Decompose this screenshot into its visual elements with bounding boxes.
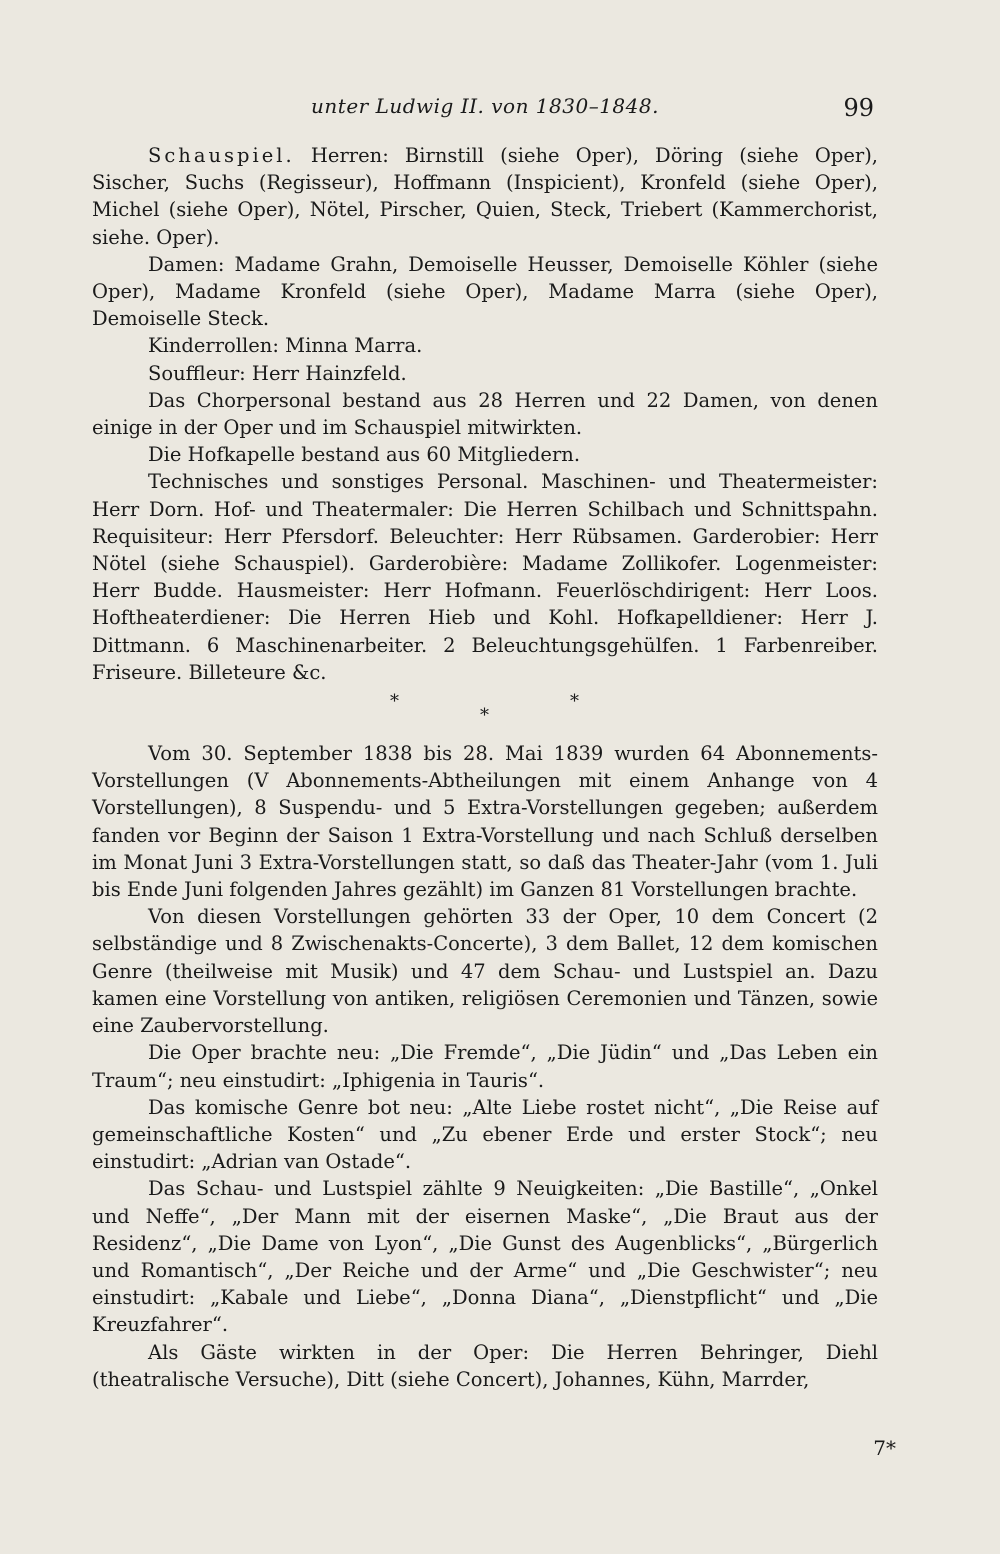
running-title: unter Ludwig II. von 1830–1848. (311, 94, 659, 118)
separator-star: * (390, 691, 399, 713)
signature-mark: 7* (873, 1436, 896, 1460)
running-header (92, 94, 878, 124)
paragraph-technisches-personal: Technisches und sonstiges Personal. Maschinen- und Theatermeister: Herr Dorn. Hof- und Theatermaler: Die Herren Schilbach und Schnittspahn. Requisiteur: Herr Pfersdorf. Beleuchter: Herr Rübsamen. Garderobier: Herr Nötel (siehe Schauspiel). Garderobière: Madame Zollikofer. Logenmeister: Herr Budde. Hausmeister: Herr Hofmann. Feuerlöschdirigent: Herr Loos. Hoftheaterdiener: Die Herren Hieb und Kohl. Hofkapelldiener: Herr J. Dittmann. 6 Maschinenarbeiter. 2 Beleuchtungsgehülfen. 1 Farbenreiber. Friseure. Billeteure &c. (92, 470, 878, 684)
paragraph-hofkapelle: Die Hofkapelle bestand aus 60 Mitgliedern. (148, 443, 581, 467)
schauspiel-text: Herren: Birnstill (siehe Oper), Döring (siehe Oper), Sischer, Suchs (Regisseur), Hoffmann (Inspicient), Kronfeld (siehe Oper), Michel (siehe Oper), Nötel, Pirscher, Quien, Steck, Triebert (Kammerchorist, siehe. Oper). (92, 144, 878, 249)
paragraph-kinderrollen: Kinderrollen: Minna Marra. (148, 334, 423, 358)
separator-star: * (480, 705, 489, 727)
paragraph-schauspiel (92, 142, 878, 251)
paragraph-schau-lustspiel: Das Schau- und Lustspiel zählte 9 Neuigkeiten: „Die Bastille“, „Onkel und Neffe“, „Der Mann mit der eisernen Maske“, „Die Braut aus der Residenz“, „Die Dame von Lyon“, „Die Gunst des Augenblicks“, „Bürgerlich und Romantisch“, „Der Reiche und der Arme“ und „Die Geschwister“; neu einstudirt: „Kabale und Liebe“, „Donna Diana“, „Dienstpflicht“ und „Die Kreuzfahrer“. (92, 1177, 878, 1337)
page-body (92, 142, 878, 1393)
section-separator (92, 688, 878, 736)
page-number: 99 (843, 94, 874, 122)
paragraph-chorpersonal: Das Chorpersonal bestand aus 28 Herren und 22 Damen, von denen einige in der Oper und im Schauspiel mitwirkten. (92, 388, 878, 440)
paragraph-verteilung: Von diesen Vorstellungen gehörten 33 der Oper, 10 dem Concert (2 selbständige und 8 Zwischenakts-Concerte), 3 dem Ballet, 12 dem komischen Genre (theilweise mit Musik) und 47 dem Schau- und Lustspiel an. Dazu kamen eine Vorstellung von antiken, religiösen Ceremonien und Tänzen, sowie eine Zaubervorstellung. (92, 905, 878, 1038)
separator-star: * (570, 691, 579, 713)
paragraph-damen: Damen: Madame Grahn, Demoiselle Heusser, Demoiselle Köhler (siehe Oper), Madame Kronfeld (siehe Oper), Madame Marra (siehe Oper), Demoiselle Steck. (92, 252, 878, 331)
paragraph-oper-neu: Die Oper brachte neu: „Die Fremde“, „Die Jüdin“ und „Das Leben ein Traum“; neu einstudirt: „Iphigenia in Tauris“. (92, 1041, 878, 1092)
paragraph-komisches-genre: Das komische Genre bot neu: „Alte Liebe rostet nicht“, „Die Reise auf gemeinschaftliche Kosten“ und „Zu ebener Erde und erster Stock“; neu einstudirt: „Adrian van Ostade“. (92, 1095, 878, 1174)
section-heading-schauspiel: Schauspiel. (148, 144, 295, 167)
paragraph-vorstellungen: Vom 30. September 1838 bis 28. Mai 1839 wurden 64 Abonnements-Vorstellungen (V Abonnements-Abtheilungen mit einem Anhange von 4 Vorstellungen), 8 Suspendu- und 5 Extra-Vorstellungen gegeben; außerdem fanden vor Beginn der Saison 1 Extra-Vorstellung und nach Schluß derselben im Monat Juni 3 Extra-Vorstellungen statt, so daß das Theater-Jahr (vom 1. Juli bis Ende Juni folgenden Jahres gezählt) im Ganzen 81 Vorstellungen brachte. (92, 742, 878, 902)
paragraph-gaeste: Als Gäste wirkten in der Oper: Die Herren Behringer, Diehl (theatralische Versuche), Ditt (siehe Concert), Johannes, Kühn, Marrder, (92, 1340, 878, 1391)
paragraph-souffleur: Souffleur: Herr Hainzfeld. (148, 361, 407, 385)
